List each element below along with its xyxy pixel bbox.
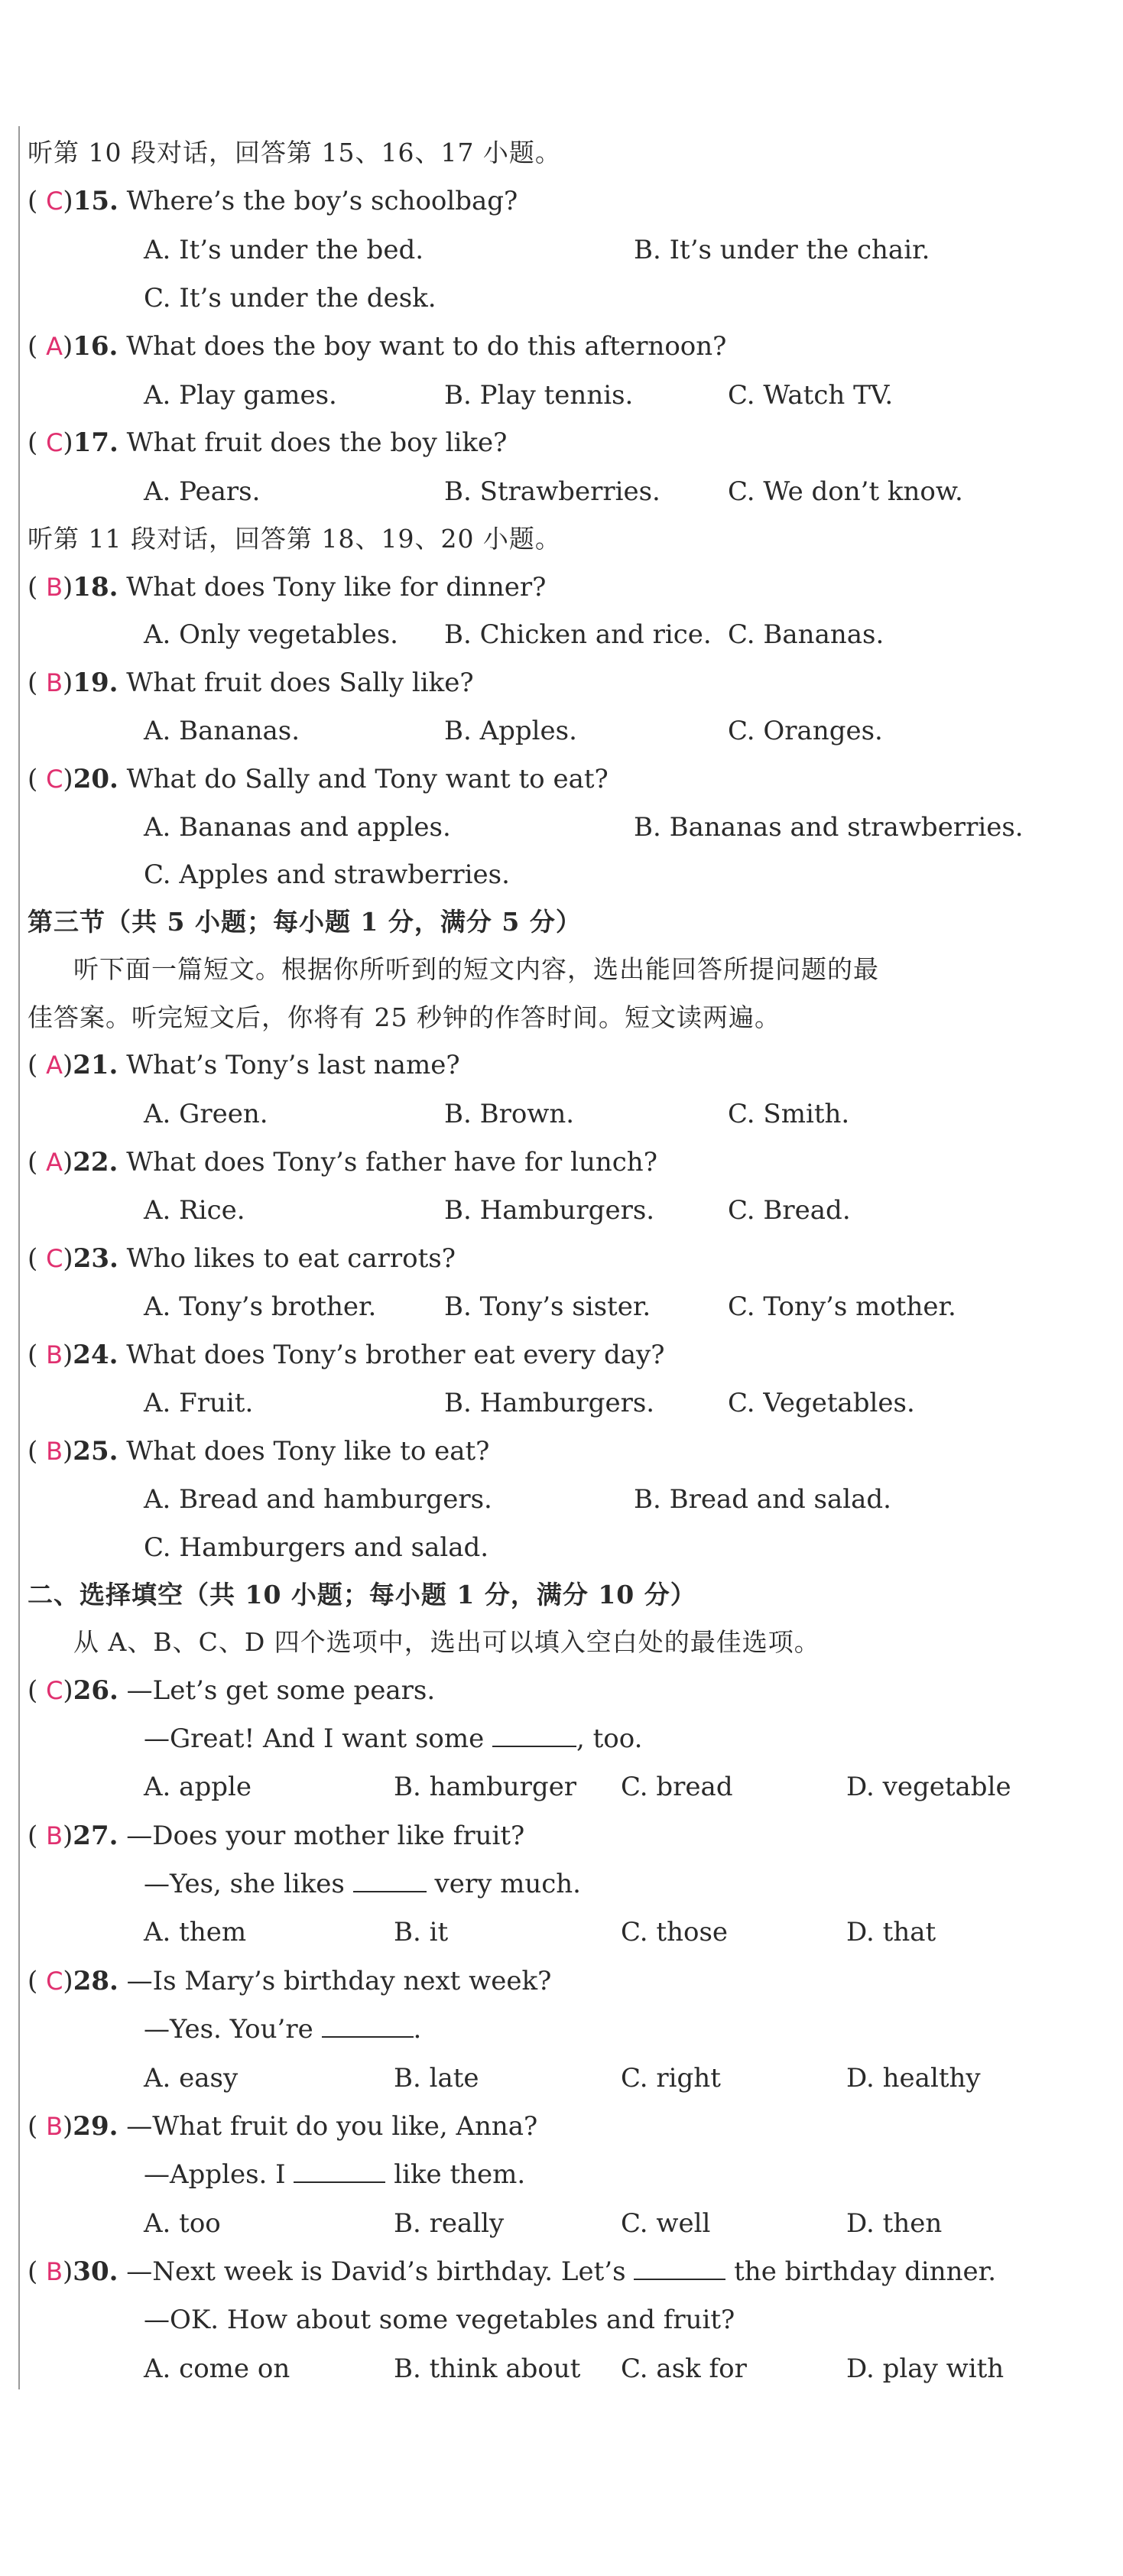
question-16: ( A)16. What does the boy want to do this afternoon? [28, 331, 727, 362]
question-27: ( B)27. —Does your mother like fruit? [28, 1821, 525, 1851]
question-30-line-2: —OK. How about some vegetables and fruit? [144, 2305, 735, 2335]
question-26: ( C)26. —Let’s get some pears. [28, 1675, 436, 1706]
dialogue-text: like them. [385, 2159, 526, 2190]
question-29: ( B)29. —What fruit do you like, Anna? [28, 2111, 538, 2142]
option-25-c: C. Hamburgers and salad. [144, 1532, 489, 1563]
answer-28: C [46, 1967, 63, 1996]
answer-25: B [46, 1437, 63, 1466]
option-25-b: B. Bread and salad. [634, 1484, 891, 1515]
option-20-c: C. Apples and strawberries. [144, 859, 510, 890]
question-number: 28. [73, 1966, 118, 1996]
question-number: 26. [73, 1675, 118, 1706]
question-28: ( C)28. —Is Mary’s birthday next week? [28, 1966, 552, 1996]
dialogue-11-heading: 听第 11 段对话，回答第 18、19、20 小题。 [28, 524, 561, 554]
question-number: 19. [73, 668, 118, 698]
option-26-d: D. vegetable [846, 1772, 1011, 1802]
option-29-c: C. well [621, 2208, 711, 2239]
answer-blank [294, 2152, 385, 2183]
option-29-d: D. then [846, 2208, 943, 2239]
option-29-a: A. too [144, 2208, 221, 2239]
option-24-a: A. Fruit. [144, 1388, 254, 1418]
question-17: ( C)17. What fruit does the boy like? [28, 427, 508, 458]
option-26-b: B. hamburger [394, 1772, 577, 1802]
question-text: What’s Tony’s last name? [126, 1050, 460, 1080]
question-text: What does Tony’s father have for lunch? [126, 1147, 657, 1178]
question-15: ( C)15. Where’s the boy’s schoolbag? [28, 186, 518, 216]
answer-15: C [46, 187, 63, 216]
question-number: 24. [73, 1340, 118, 1370]
option-19-c: C. Oranges. [728, 716, 883, 746]
option-22-b: B. Hamburgers. [444, 1195, 655, 1226]
question-26-line-2 [144, 1716, 642, 1762]
option-18-a: A. Only vegetables. [144, 619, 398, 650]
answer-22: A [46, 1148, 63, 1177]
question-24: ( B)24. What does Tony’s brother eat every day? [28, 1340, 665, 1370]
question-number: 27. [73, 1821, 118, 1851]
dialogue-text: . [413, 2014, 422, 2045]
option-18-c: C. Bananas. [728, 619, 884, 650]
option-21-b: B. Brown. [444, 1099, 575, 1129]
option-16-b: B. Play tennis. [444, 380, 634, 411]
answer-27: B [46, 1821, 63, 1850]
section-3-title: 第三节（共 5 小题；每小题 1 分，满分 5 分） [28, 907, 582, 937]
question-text: —Does your mother like fruit? [126, 1821, 525, 1851]
question-text: What does the boy want to do this afternoon? [126, 331, 727, 362]
option-26-c: C. bread [621, 1772, 733, 1802]
question-text: What fruit does Sally like? [126, 668, 474, 698]
option-30-d: D. play with [846, 2353, 1005, 2384]
part-2-title: 二、选择填空（共 10 小题；每小题 1 分，满分 10 分） [28, 1580, 696, 1610]
option-30-a: A. come on [144, 2353, 290, 2384]
option-16-a: A. Play games. [144, 380, 337, 411]
answer-19: B [46, 668, 63, 697]
question-27-line-2 [144, 1861, 581, 1907]
question-25: ( B)25. What does Tony like to eat? [28, 1436, 490, 1467]
question-28-line-2 [144, 2006, 421, 2052]
option-30-c: C. ask for [621, 2353, 747, 2384]
option-23-c: C. Tony’s mother. [728, 1291, 956, 1322]
option-23-a: A. Tony’s brother. [144, 1291, 377, 1322]
option-15-c: C. It’s under the desk. [144, 283, 437, 313]
option-15-b: B. It’s under the chair. [634, 235, 930, 265]
dialogue-text: very much. [426, 1869, 581, 1899]
option-27-a: A. them [144, 1917, 247, 1947]
question-23: ( C)23. Who likes to eat carrots? [28, 1243, 456, 1274]
option-19-b: B. Apples. [444, 716, 577, 746]
answer-24: B [46, 1340, 63, 1369]
question-number: 23. [73, 1243, 118, 1274]
margin-line [18, 126, 20, 2389]
question-number: 30. [73, 2256, 118, 2287]
dialogue-text: —Yes. You’re [144, 2014, 322, 2045]
answer-blank [322, 2007, 414, 2038]
question-text: What does Tony like for dinner? [126, 572, 547, 603]
option-15-a: A. It’s under the bed. [144, 235, 424, 265]
option-24-c: C. Vegetables. [728, 1388, 915, 1418]
option-27-c: C. those [621, 1917, 729, 1947]
option-28-b: B. late [394, 2063, 479, 2094]
dialogue-text: , too. [576, 1723, 643, 1754]
question-number: 17. [73, 427, 118, 458]
option-25-a: A. Bread and hamburgers. [144, 1484, 492, 1515]
answer-blank [634, 2250, 725, 2280]
answer-20: C [46, 765, 63, 794]
option-20-b: B. Bananas and strawberries. [634, 812, 1024, 843]
option-28-c: C. right [621, 2063, 721, 2094]
question-number: 16. [73, 331, 118, 362]
question-number: 25. [73, 1436, 118, 1467]
question-number: 21. [73, 1050, 118, 1080]
question-20: ( C)20. What do Sally and Tony want to eat? [28, 764, 609, 794]
question-text: —Is Mary’s birthday next week? [126, 1966, 552, 1996]
option-27-d: D. that [846, 1917, 936, 1947]
answer-16: A [46, 332, 63, 361]
dialogue-10-heading: 听第 10 段对话，回答第 15、16、17 小题。 [28, 138, 561, 167]
question-text: What fruit does the boy like? [126, 427, 508, 458]
dialogue-text: —Yes, she likes [144, 1869, 353, 1899]
option-17-a: A. Pears. [144, 476, 261, 507]
option-28-d: D. healthy [846, 2063, 981, 2094]
option-19-a: A. Bananas. [144, 716, 300, 746]
question-18: ( B)18. What does Tony like for dinner? [28, 572, 547, 603]
question-number: 22. [73, 1147, 118, 1178]
section-3-paragraph-line-2: 佳答案。听完短文后，你将有 25 秒钟的作答时间。短文读两遍。 [28, 1002, 781, 1032]
question-text: Who likes to eat carrots? [126, 1243, 456, 1274]
option-17-b: B. Strawberries. [444, 476, 660, 507]
answer-26: C [46, 1676, 63, 1705]
answer-21: A [46, 1051, 63, 1080]
option-22-a: A. Rice. [144, 1195, 245, 1226]
question-text: Where’s the boy’s schoolbag? [126, 186, 518, 216]
question-number: 15. [73, 186, 118, 216]
answer-blank [353, 1862, 427, 1892]
answer-30: B [46, 2257, 63, 2286]
option-17-c: C. We don’t know. [728, 476, 963, 507]
answer-23: C [46, 1244, 63, 1273]
question-text: —Let’s get some pears. [126, 1675, 436, 1706]
option-23-b: B. Tony’s sister. [444, 1291, 651, 1322]
question-text: What do Sally and Tony want to eat? [126, 764, 609, 794]
question-number: 29. [73, 2111, 118, 2142]
question-number: 18. [73, 572, 118, 603]
option-30-b: B. think about [394, 2353, 581, 2384]
answer-blank [492, 1717, 576, 1747]
option-26-a: A. apple [144, 1772, 252, 1802]
question-text: —What fruit do you like, Anna? [126, 2111, 538, 2142]
option-20-a: A. Bananas and apples. [144, 812, 451, 843]
part-2-instruction: 从 A、B、C、D 四个选项中，选出可以填入空白处的最佳选项。 [73, 1627, 820, 1657]
question-text-end: the birthday dinner. [725, 2256, 997, 2287]
section-3-paragraph-line-1: 听下面一篇短文。根据你所听到的短文内容，选出能回答所提问题的最 [73, 954, 879, 984]
question-text: What does Tony like to eat? [126, 1436, 490, 1467]
question-text: —Next week is David’s birthday. Let’s [126, 2256, 635, 2287]
answer-18: B [46, 573, 63, 602]
option-18-b: B. Chicken and rice. [444, 619, 712, 650]
question-19: ( B)19. What fruit does Sally like? [28, 668, 474, 698]
dialogue-text: —Great! And I want some [144, 1723, 493, 1754]
question-29-line-2 [144, 2152, 525, 2198]
answer-17: C [46, 428, 63, 457]
answer-29: B [46, 2112, 63, 2141]
option-24-b: B. Hamburgers. [444, 1388, 655, 1418]
question-22: ( A)22. What does Tony’s father have for lunch? [28, 1147, 657, 1178]
question-21: ( A)21. What’s Tony’s last name? [28, 1050, 460, 1080]
option-27-b: B. it [394, 1917, 449, 1947]
question-number: 20. [73, 764, 118, 794]
option-21-c: C. Smith. [728, 1099, 850, 1129]
option-28-a: A. easy [144, 2063, 239, 2094]
question-30: ( B)30. —Next week is David’s birthday. Let’s the birthday dinner. [28, 2249, 996, 2295]
option-21-a: A. Green. [144, 1099, 268, 1129]
option-16-c: C. Watch TV. [728, 380, 894, 411]
option-22-c: C. Bread. [728, 1195, 851, 1226]
dialogue-text: —Apples. I [144, 2159, 294, 2190]
question-text: What does Tony’s brother eat every day? [126, 1340, 665, 1370]
option-29-b: B. really [394, 2208, 505, 2239]
